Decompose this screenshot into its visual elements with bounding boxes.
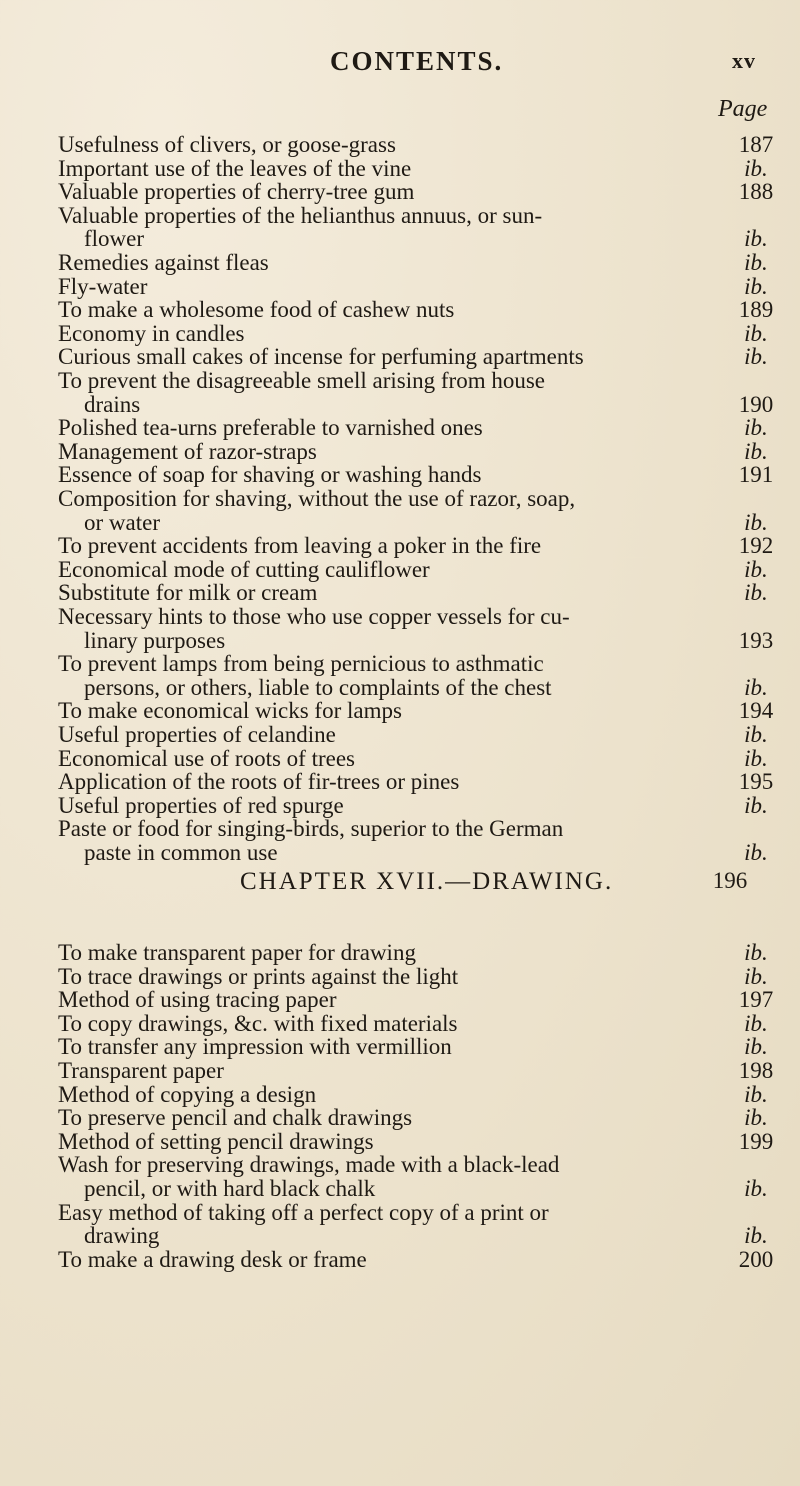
entry-page-number: ib. xyxy=(744,226,768,252)
entry-title: Important use of the leaves of the vine xyxy=(58,155,412,181)
running-head xyxy=(0,46,800,86)
entry-title: Economical mode of cutting cauliflower xyxy=(58,556,430,582)
entry-title: Transparent paper xyxy=(58,1058,224,1083)
entry-title: or water xyxy=(84,509,160,535)
entry-page-number: ib. xyxy=(744,415,768,441)
entry-page-number: ib. xyxy=(744,438,768,464)
entry-page-number: ib. xyxy=(744,1105,768,1131)
entry-title: Economy in candles xyxy=(58,320,245,346)
entry-title: To make a drawing desk or frame xyxy=(58,1246,367,1272)
entry-title: To prevent accidents from leaving a poker in the fire xyxy=(58,533,542,559)
entry-title: Wash for preserving drawings, made with a black-lead xyxy=(58,1152,560,1178)
entry-page-number: ib. xyxy=(744,1034,768,1060)
entry-page-number: 190 xyxy=(738,391,774,417)
entry-title: To trace drawings or prints against the light xyxy=(58,963,459,989)
entry-page-number: ib. xyxy=(744,1010,768,1036)
entry-page-number: 200 xyxy=(738,1246,774,1272)
entry-page-number: 199 xyxy=(738,1128,774,1154)
entry-title: Economical use of roots of trees xyxy=(58,745,355,771)
entry-page-number: 188 xyxy=(738,179,774,205)
entry-page-number: ib. xyxy=(744,320,768,346)
entry-title: Useful properties of celandine xyxy=(58,722,336,747)
entry-title: Useful properties of red spurge xyxy=(58,792,344,818)
entry-title: Valuable properties of the helianthus annuus, or sun- xyxy=(58,202,543,228)
entry-page-number: 195 xyxy=(738,769,774,795)
entry-title: To make transparent paper for drawing xyxy=(58,940,416,965)
entry-title: drains xyxy=(84,391,141,417)
entry-page-number: ib. xyxy=(744,556,768,582)
entry-title: Paste or food for singing-birds, superior to the German xyxy=(58,816,564,842)
entry-page-number: 189 xyxy=(738,297,774,323)
page-column-label: Page xyxy=(718,96,768,122)
chapter-heading xyxy=(0,868,800,904)
entry-title: Method of setting pencil drawings xyxy=(58,1128,374,1154)
entry-title: Fly-water xyxy=(58,273,148,299)
entry-title: Method of using tracing paper xyxy=(58,987,337,1013)
entry-title: Method of copying a design xyxy=(58,1081,317,1107)
entry-page-number: 192 xyxy=(738,533,774,559)
entry-page-number: ib. xyxy=(744,250,768,275)
entry-title: linary purposes xyxy=(84,627,226,653)
entry-title: Curious small cakes of incense for perfuming apartments xyxy=(58,344,584,370)
entry-title: flower xyxy=(84,226,145,252)
contents-entry xyxy=(84,838,800,868)
entry-title: Composition for shaving, without the use of razor, soap, xyxy=(58,486,576,511)
entry-page-number: ib. xyxy=(744,1081,768,1107)
entry-title: To make economical wicks for lamps xyxy=(58,698,402,724)
entry-title: Valuable properties of cherry-tree gum xyxy=(58,179,415,205)
entry-page-number: ib. xyxy=(744,792,768,818)
entry-title: Easy method of taking off a perfect copy of a print or xyxy=(58,1199,549,1225)
entry-title: Management of razor-straps xyxy=(58,438,317,464)
entry-page-number: ib. xyxy=(744,509,768,535)
entry-title: paste in common use xyxy=(84,840,278,865)
entry-page-number: ib. xyxy=(744,722,768,747)
entry-title: drawing xyxy=(84,1223,160,1249)
entry-title: Necessary hints to those who use copper vessels for cu- xyxy=(58,604,570,629)
contents-entry xyxy=(58,1245,798,1275)
entry-title: persons, or others, liable to complaints of the chest xyxy=(84,674,552,700)
folio-number: xv xyxy=(732,48,756,73)
chapter-page-number: 196 xyxy=(712,868,748,893)
entry-title: Essence of soap for shaving or washing hands xyxy=(58,462,482,488)
entry-title: Usefulness of clivers, or goose-grass xyxy=(58,132,396,157)
entry-page-number: ib. xyxy=(744,840,768,865)
entry-page-number: ib. xyxy=(744,940,768,965)
entry-page-number: ib. xyxy=(744,674,768,700)
entry-page-number: ib. xyxy=(744,745,768,771)
entry-page-number: ib. xyxy=(744,1223,768,1249)
entry-title: pencil, or with hard black chalk xyxy=(84,1176,376,1201)
entry-page-number: 193 xyxy=(738,627,774,653)
entry-title: Polished tea-urns preferable to varnished ones xyxy=(58,415,483,441)
entry-title: To preserve pencil and chalk drawings xyxy=(58,1105,413,1131)
entry-title: Application of the roots of fir-trees or pines xyxy=(58,769,460,795)
entry-page-number: ib. xyxy=(744,155,768,181)
entry-title: To transfer any impression with vermillion xyxy=(58,1034,452,1060)
entry-page-number: 197 xyxy=(738,987,774,1013)
entry-page-number: 198 xyxy=(738,1058,774,1083)
entry-title: To copy drawings, &c. with fixed materials xyxy=(58,1010,458,1036)
entry-page-number: 191 xyxy=(738,462,774,488)
entry-title: To make a wholesome food of cashew nuts xyxy=(58,297,455,323)
entry-title: Substitute for milk or cream xyxy=(58,580,318,606)
entry-page-number: 194 xyxy=(738,698,774,724)
page-title: CONTENTS. xyxy=(330,46,504,76)
entry-page-number: ib. xyxy=(744,580,768,606)
entry-title: To prevent lamps from being pernicious to asthmatic xyxy=(58,651,544,677)
entry-title: Remedies against fleas xyxy=(58,250,269,275)
entry-page-number: ib. xyxy=(744,1176,768,1201)
chapter-title: CHAPTER XVII.—DRAWING. xyxy=(240,868,614,895)
entry-page-number: ib. xyxy=(744,273,768,299)
entry-page-number: 187 xyxy=(738,132,774,157)
entry-page-number: ib. xyxy=(744,963,768,989)
entry-title: To prevent the disagreeable smell arising from house xyxy=(58,368,545,393)
entry-page-number: ib. xyxy=(744,344,768,370)
